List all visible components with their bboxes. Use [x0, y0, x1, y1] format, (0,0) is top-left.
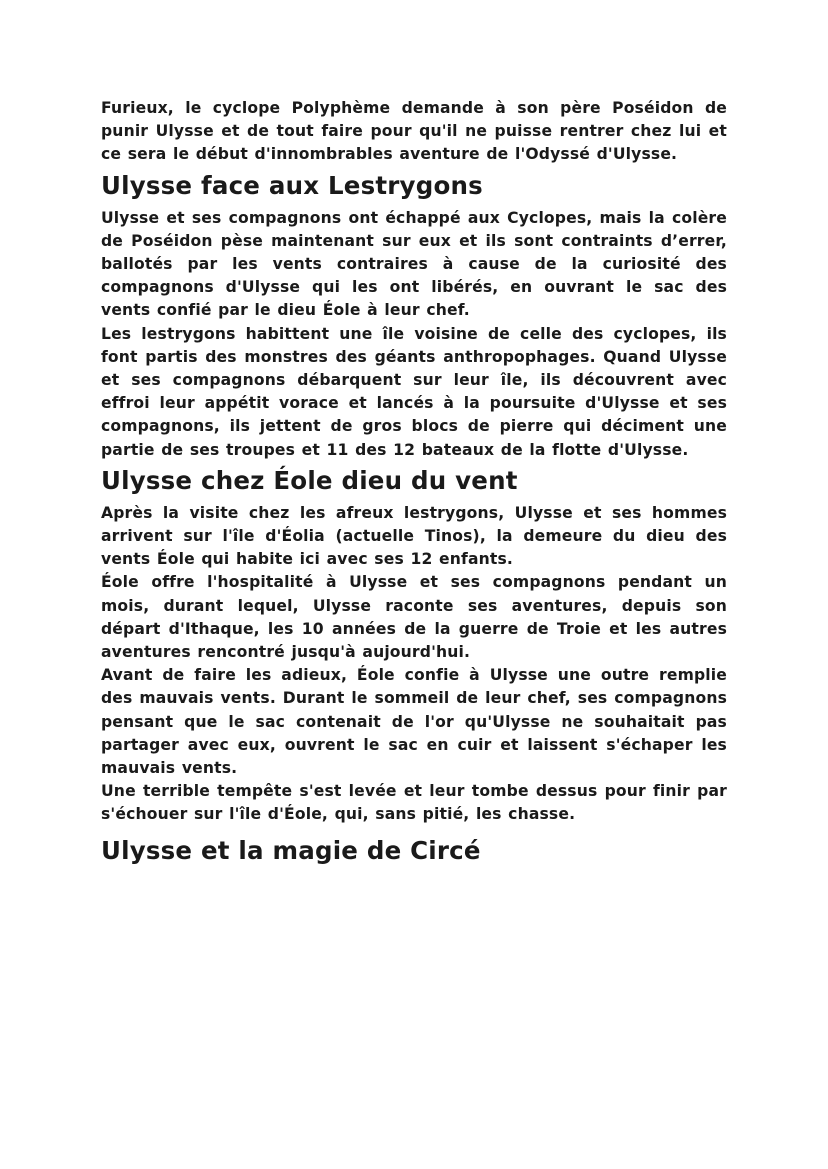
document-page	[101, 97, 727, 870]
paragraph-eole-1: Après la visite chez les afreux lestrygons, Ulysse et ses hommes arrivent sur l'île d'Éolia (actuelle Tinos), la demeure du dieu des vents Éole qui habite ici avec ses 12 enfants.	[101, 503, 727, 569]
paragraph-lestrygons-1: Ulysse et ses compagnons ont échappé aux Cyclopes, mais la colère de Poséidon pèse maintenant sur eux et ils sont contraints d’errer, ballotés par les vents contraires à cause de la curiosité des compagnons d'Ulysse qui les ont libérés, en ouvrant le sac des vents confié par le dieu Éole à leur chef.	[101, 208, 727, 320]
paragraph-eole-2: Éole offre l'hospitalité à Ulysse et ses compagnons pendant un mois, durant lequel, Ulysse raconte ses aventures, depuis son départ d'Ithaque, les 10 années de la guerre de Troie et les autres aventures rencontré jusqu'à aujourd'hui.	[101, 573, 727, 662]
paragraph-eole-4: Une terrible tempête s'est levée et leur tombe dessus pour finir par s'échouer sur l'île d'Éole, qui, sans pitié, les chasse.	[101, 782, 727, 824]
section-heading-circe: Ulysse et la magie de Circé	[101, 835, 481, 865]
paragraph-eole-3: Avant de faire les adieux, Éole confie à Ulysse une outre remplie des mauvais vents. Durant le sommeil de leur chef, ses compagnons pensant que le sac contenait de l'or qu'Ulysse ne souhaitait pas partager avec eux, ouvrent le sac en cuir et laissent s'échaper les mauvais vents.	[101, 666, 727, 778]
section-heading-eole: Ulysse chez Éole dieu du vent	[101, 465, 518, 495]
intro-paragraph: Furieux, le cyclope Polyphème demande à son père Poséidon de punir Ulysse et de tout faire pour qu'il ne puisse rentrer chez lui et ce sera le début d'innombrables aventure de l'Odyssé d'Ulysse.	[101, 99, 727, 164]
paragraph-lestrygons-2: Les lestrygons habittent une île voisine de celle des cyclopes, ils font partis des monstres des géants anthropophages. Quand Ulysse et ses compagnons débarquent sur leur île, ils découvrent avec effroi leur appétit vorace et lancés à la poursuite d'Ulysse et ses compagnons, ils jettent de gros blocs de pierre qui déciment une partie de ses troupes et 11 des 12 bateaux de la flotte d'Ulysse.	[101, 324, 727, 459]
section-heading-lestrygons: Ulysse face aux Lestrygons	[101, 170, 483, 200]
